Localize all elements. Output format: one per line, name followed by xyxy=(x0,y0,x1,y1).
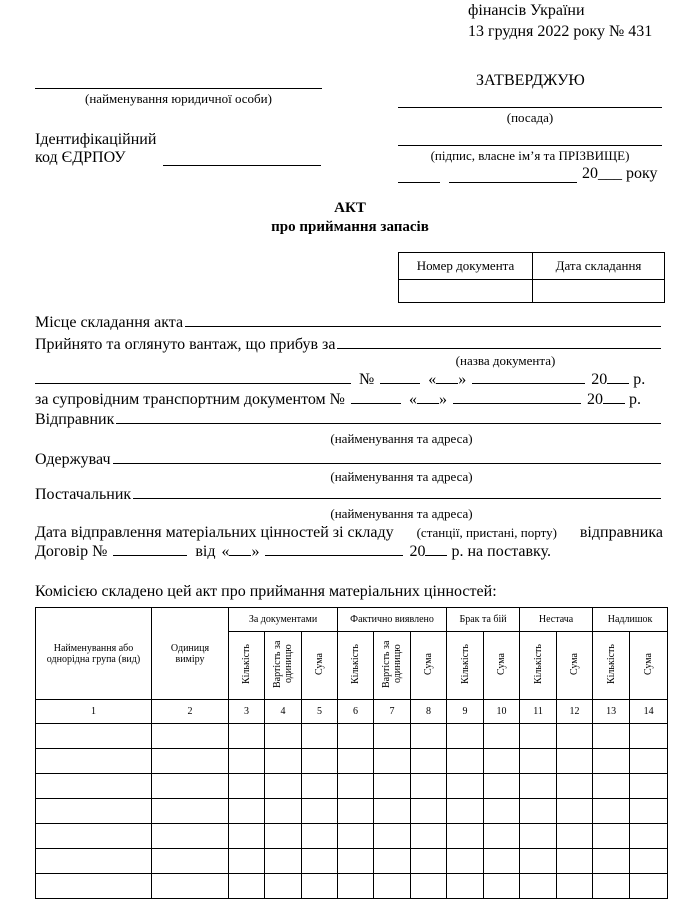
supplier-caption: (найменування та адреса) xyxy=(330,506,473,521)
doc-field-number[interactable] xyxy=(380,383,420,384)
table-cell[interactable] xyxy=(520,849,557,874)
table-cell[interactable] xyxy=(302,774,338,799)
transport-year-r: р. xyxy=(628,391,641,408)
sum-header: Сума xyxy=(630,632,668,700)
table-cell[interactable] xyxy=(520,724,557,749)
table-cell[interactable] xyxy=(447,824,484,849)
contract-month[interactable] xyxy=(265,555,403,556)
doc-field-day[interactable] xyxy=(436,383,458,384)
transport-day[interactable] xyxy=(417,403,439,404)
supplier-field[interactable] xyxy=(133,498,661,499)
sender-caption: (найменування та адреса) xyxy=(330,431,473,446)
table-cell[interactable] xyxy=(411,874,447,899)
table-cell[interactable] xyxy=(411,724,447,749)
table-cell[interactable] xyxy=(229,824,265,849)
place-field[interactable] xyxy=(185,326,661,327)
table-cell[interactable] xyxy=(36,774,152,799)
col-number: 8 xyxy=(411,700,447,724)
table-cell[interactable] xyxy=(36,849,152,874)
table-cell[interactable] xyxy=(302,724,338,749)
table-cell[interactable] xyxy=(630,749,668,774)
transport-year[interactable] xyxy=(603,403,625,404)
receiver-label: Одержувач xyxy=(35,451,111,468)
table-cell[interactable] xyxy=(520,874,557,899)
supplier-label: Постачальник xyxy=(35,486,132,503)
table-cell[interactable] xyxy=(557,774,593,799)
table-cell[interactable] xyxy=(152,749,229,774)
table-cell[interactable] xyxy=(484,849,520,874)
approve-month-line xyxy=(449,182,577,183)
doc-number-row xyxy=(35,371,663,389)
table-cell[interactable] xyxy=(36,799,152,824)
unit-header: Одиниця виміру xyxy=(152,608,229,700)
contract-from: від xyxy=(195,543,216,560)
col-number: 10 xyxy=(484,700,520,724)
contract-quote-open: « xyxy=(221,543,230,560)
contract-year-20: 20 xyxy=(409,543,426,560)
position-line xyxy=(398,107,662,108)
table-cell[interactable] xyxy=(411,749,447,774)
transport-quote-close: » xyxy=(438,391,447,408)
table-cell[interactable] xyxy=(36,724,152,749)
table-cell[interactable] xyxy=(447,724,484,749)
qty-header: Кількість xyxy=(520,632,557,700)
col-number: 11 xyxy=(520,700,557,724)
table-cell[interactable] xyxy=(265,824,302,849)
place-label: Місце складання акта xyxy=(35,314,184,331)
quote-open: « xyxy=(428,371,437,388)
table-cell[interactable] xyxy=(593,749,630,774)
col-number: 1 xyxy=(36,700,152,724)
signature-line xyxy=(398,145,662,146)
sum-header: Сума xyxy=(557,632,593,700)
transport-quote-open: « xyxy=(408,391,417,408)
received-field[interactable] xyxy=(337,348,661,349)
table-row xyxy=(36,724,668,749)
sender-label: Відправник xyxy=(35,411,115,428)
table-cell[interactable] xyxy=(593,799,630,824)
contract-year[interactable] xyxy=(425,555,447,556)
table-cell[interactable] xyxy=(152,824,229,849)
table-cell[interactable] xyxy=(484,824,520,849)
doc-number-table xyxy=(398,252,665,303)
table-cell[interactable] xyxy=(338,824,374,849)
qty-header: Кількість xyxy=(447,632,484,700)
doc-field-year[interactable] xyxy=(607,383,629,384)
table-cell[interactable] xyxy=(520,774,557,799)
doc-number-cell[interactable] xyxy=(399,280,533,303)
table-cell[interactable] xyxy=(593,724,630,749)
table-row xyxy=(36,824,668,849)
doc-date-cell[interactable] xyxy=(533,280,665,303)
sender-row xyxy=(35,411,663,429)
quote-close: » xyxy=(458,371,467,388)
table-cell[interactable] xyxy=(338,774,374,799)
doc-number-header: Номер документа xyxy=(399,253,533,280)
table-cell[interactable] xyxy=(484,874,520,899)
edrpou-label-1: Ідентифікаційний xyxy=(35,131,157,148)
table-cell[interactable] xyxy=(302,849,338,874)
act-title: АКТ xyxy=(334,200,366,216)
table-cell[interactable] xyxy=(374,849,411,874)
transport-label: за супровідним транспортним документом № xyxy=(35,391,345,408)
table-cell[interactable] xyxy=(593,824,630,849)
table-cell[interactable] xyxy=(593,874,630,899)
table-cell[interactable] xyxy=(374,724,411,749)
table-cell[interactable] xyxy=(447,849,484,874)
sum-header: Сума xyxy=(302,632,338,700)
table-cell[interactable] xyxy=(152,849,229,874)
commission-text: Комісією складено цей акт про приймання матеріальних цінностей: xyxy=(35,583,497,600)
receiver-caption: (найменування та адреса) xyxy=(330,469,473,484)
receiver-field[interactable] xyxy=(113,463,662,464)
group-defect-header: Брак та бій xyxy=(447,608,520,632)
transport-year-20: 20 xyxy=(586,391,603,408)
dispatch-text-a: Дата відправлення матеріальних цінностей зі складу xyxy=(35,524,394,541)
table-cell[interactable] xyxy=(152,799,229,824)
table-cell[interactable] xyxy=(484,724,520,749)
table-cell[interactable] xyxy=(484,774,520,799)
year-r: р. xyxy=(633,371,646,388)
table-cell[interactable] xyxy=(447,749,484,774)
entity-name-caption: (найменування юридичної особи) xyxy=(85,91,272,106)
table-cell[interactable] xyxy=(630,849,668,874)
table-cell[interactable] xyxy=(302,749,338,774)
table-cell[interactable] xyxy=(229,874,265,899)
table-cell[interactable] xyxy=(593,849,630,874)
edrpou-label-2: код ЄДРПОУ xyxy=(35,149,126,166)
table-row xyxy=(36,849,668,874)
table-cell[interactable] xyxy=(152,774,229,799)
position-caption: (посада) xyxy=(506,110,554,125)
table-cell[interactable] xyxy=(557,749,593,774)
table-cell[interactable] xyxy=(520,799,557,824)
table-cell[interactable] xyxy=(630,874,668,899)
col-number: 5 xyxy=(302,700,338,724)
col-number: 4 xyxy=(265,700,302,724)
group-short-header: Нестача xyxy=(520,608,593,632)
table-cell[interactable] xyxy=(630,824,668,849)
table-cell[interactable] xyxy=(229,749,265,774)
table-cell[interactable] xyxy=(520,749,557,774)
table-cell[interactable] xyxy=(36,874,152,899)
table-cell[interactable] xyxy=(265,749,302,774)
table-cell[interactable] xyxy=(229,774,265,799)
table-cell[interactable] xyxy=(265,849,302,874)
table-cell[interactable] xyxy=(411,799,447,824)
signature-caption: (підпис, власне ім’я та ПРІЗВИЩЕ) xyxy=(430,148,630,163)
group-surplus-header: Надлишок xyxy=(593,608,668,632)
table-cell[interactable] xyxy=(411,824,447,849)
table-cell[interactable] xyxy=(302,799,338,824)
table-cell[interactable] xyxy=(630,799,668,824)
col-number: 12 xyxy=(557,700,593,724)
table-cell[interactable] xyxy=(557,824,593,849)
table-cell[interactable] xyxy=(229,849,265,874)
contract-row xyxy=(35,543,663,561)
doc-field-name[interactable] xyxy=(35,383,351,384)
table-cell[interactable] xyxy=(520,824,557,849)
table-cell[interactable] xyxy=(338,799,374,824)
table-cell[interactable] xyxy=(302,824,338,849)
unit-cost-header: Вартість за одиницю xyxy=(374,632,411,700)
table-cell[interactable] xyxy=(374,749,411,774)
table-cell[interactable] xyxy=(152,724,229,749)
qty-header: Кількість xyxy=(338,632,374,700)
table-cell[interactable] xyxy=(36,824,152,849)
table-cell[interactable] xyxy=(338,849,374,874)
supplier-row xyxy=(35,486,663,504)
col-number: 7 xyxy=(374,700,411,724)
contract-day[interactable] xyxy=(229,555,251,556)
table-cell[interactable] xyxy=(229,799,265,824)
table-cell[interactable] xyxy=(265,799,302,824)
name-header: Найменування або однорідна група (вид) xyxy=(36,608,152,700)
table-cell[interactable] xyxy=(630,724,668,749)
col-number: 3 xyxy=(229,700,265,724)
table-cell[interactable] xyxy=(374,799,411,824)
sum-header: Сума xyxy=(411,632,447,700)
table-cell[interactable] xyxy=(411,849,447,874)
contract-number[interactable] xyxy=(113,555,187,556)
table-cell[interactable] xyxy=(338,724,374,749)
col-number: 9 xyxy=(447,700,484,724)
col-number: 13 xyxy=(593,700,630,724)
table-row xyxy=(36,799,668,824)
sum-header: Сума xyxy=(484,632,520,700)
receiver-row xyxy=(35,451,663,469)
contract-quote-close: » xyxy=(251,543,260,560)
year-20: 20 xyxy=(591,371,608,388)
table-cell[interactable] xyxy=(152,874,229,899)
table-cell[interactable] xyxy=(593,774,630,799)
table-cell[interactable] xyxy=(447,874,484,899)
approve-year: 20___ року xyxy=(582,165,658,182)
table-cell[interactable] xyxy=(447,774,484,799)
transport-number[interactable] xyxy=(351,403,401,404)
table-cell[interactable] xyxy=(36,749,152,774)
act-subtitle: про приймання запасів xyxy=(271,219,429,235)
dispatch-text-b: (станції, пристані, порту) xyxy=(416,525,557,540)
table-cell[interactable] xyxy=(411,774,447,799)
group-docs-header: За документами xyxy=(229,608,338,632)
table-cell[interactable] xyxy=(338,874,374,899)
table-cell[interactable] xyxy=(302,874,338,899)
header-line-1: фінансів України xyxy=(468,2,585,19)
col-number: 6 xyxy=(338,700,374,724)
contract-end: р. на поставку. xyxy=(451,543,551,560)
entity-name-line xyxy=(35,88,322,89)
approve-day-line xyxy=(398,182,440,183)
table-cell[interactable] xyxy=(265,774,302,799)
table-cell[interactable] xyxy=(229,724,265,749)
dispatch-row xyxy=(35,524,663,542)
table-cell[interactable] xyxy=(484,799,520,824)
col-number: 2 xyxy=(152,700,229,724)
no-sign: № xyxy=(359,371,375,388)
table-cell[interactable] xyxy=(630,774,668,799)
table-row xyxy=(36,774,668,799)
table-cell[interactable] xyxy=(557,724,593,749)
transport-month[interactable] xyxy=(453,403,581,404)
table-cell[interactable] xyxy=(265,724,302,749)
table-cell[interactable] xyxy=(338,749,374,774)
group-actual-header: Фактично виявлено xyxy=(338,608,447,632)
qty-header: Кількість xyxy=(229,632,265,700)
transport-row xyxy=(35,391,663,409)
place-row xyxy=(35,314,663,332)
unit-cost-header: Вартість за одиницю xyxy=(265,632,302,700)
doc-date-header: Дата складання xyxy=(533,253,665,280)
sender-field[interactable] xyxy=(116,423,661,424)
table-cell[interactable] xyxy=(557,874,593,899)
doc-field-month[interactable] xyxy=(472,383,585,384)
edrpou-line xyxy=(163,165,321,166)
table-cell[interactable] xyxy=(447,799,484,824)
table-cell[interactable] xyxy=(374,824,411,849)
table-cell[interactable] xyxy=(557,799,593,824)
received-label: Прийнято та оглянуто вантаж, що прибув за xyxy=(35,336,336,353)
doc-name-caption: (назва документа) xyxy=(455,353,556,368)
dispatch-text-c: відправника xyxy=(579,524,663,541)
table-row xyxy=(36,874,668,899)
qty-header: Кількість xyxy=(593,632,630,700)
column-number-row xyxy=(36,700,668,724)
table-cell[interactable] xyxy=(557,849,593,874)
received-row xyxy=(35,336,663,354)
table-cell[interactable] xyxy=(484,749,520,774)
acceptance-table xyxy=(35,607,668,899)
table-row xyxy=(36,749,668,774)
table-cell[interactable] xyxy=(265,874,302,899)
approve-heading: ЗАТВЕРДЖУЮ xyxy=(476,72,585,89)
header-line-2: 13 грудня 2022 року № 431 xyxy=(468,23,653,40)
table-cell[interactable] xyxy=(374,774,411,799)
table-cell[interactable] xyxy=(374,874,411,899)
contract-label: Договір № xyxy=(35,543,108,560)
col-number: 14 xyxy=(630,700,668,724)
